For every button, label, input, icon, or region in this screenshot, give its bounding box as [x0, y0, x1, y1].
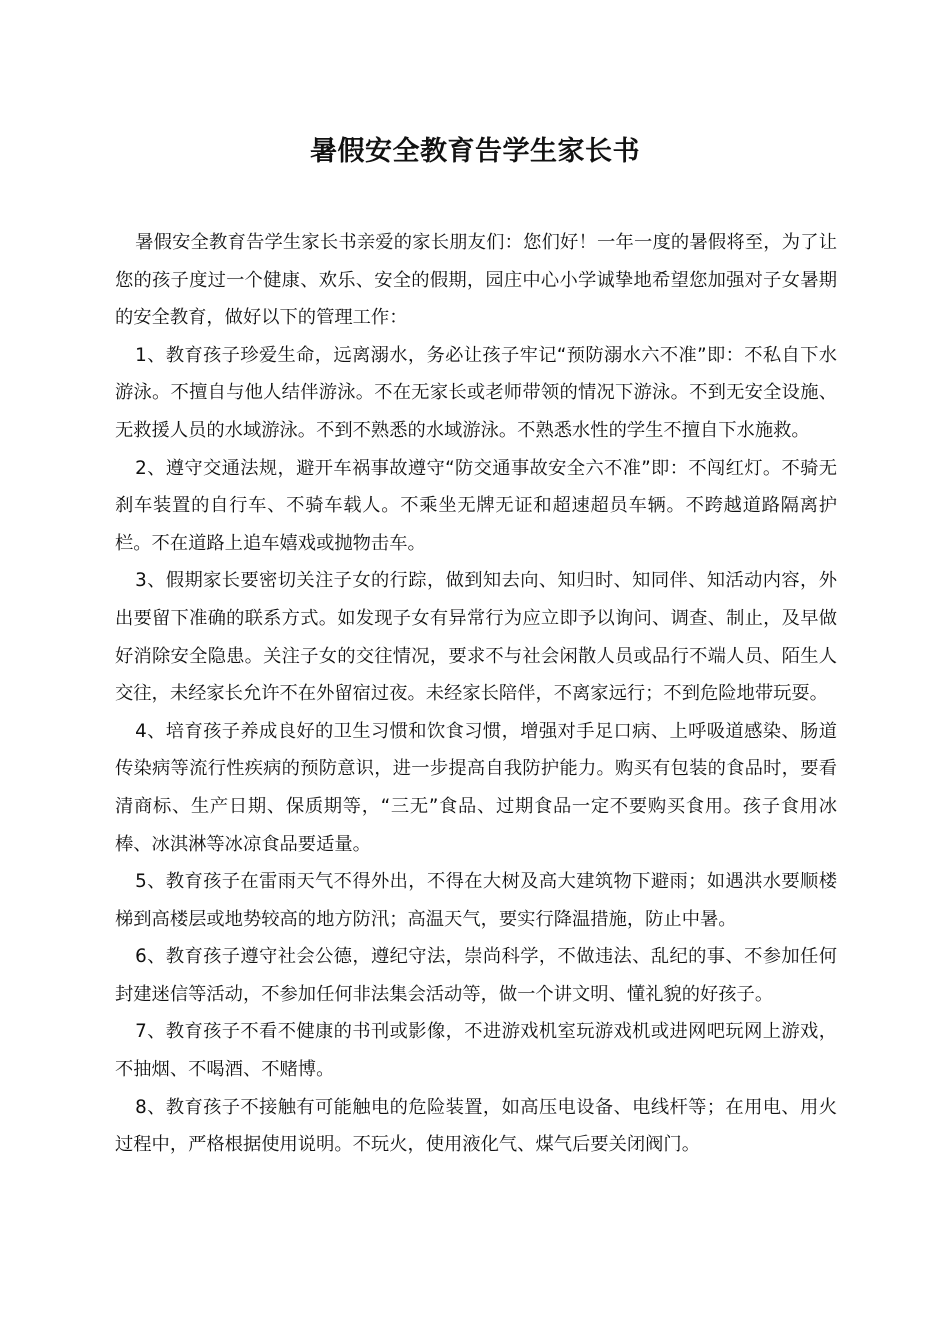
- paragraph-item-5: 5、教育孩子在雷雨天气不得外出，不得在大树及高大建筑物下避雨；如遇洪水要顺楼梯到高楼层或地势较高的地方防汛；高温天气，要实行降温措施，防止中暑。: [115, 871, 837, 930]
- document-body: [115, 224, 837, 1164]
- page-title: 暑假安全教育告学生家长书: [310, 136, 640, 167]
- paragraph-item-3: 3、假期家长要密切关注子女的行踪，做到知去向、知归时、知同伴、知活动内容，外出要留下准确的联系方式。如发现子女有异常行为应立即予以询问、调查、制止，及早做好消除安全隐患。关注子女的交往情况，要求不与社会闲散人员或品行不端人员、陌生人交往，未经家长允许不在外留宿过夜。未经家长陪伴，不离家远行；不到危险地带玩耍。: [115, 570, 837, 705]
- paragraph-item-7: 7、教育孩子不看不健康的书刊或影像，不进游戏机室玩游戏机或进网吧玩网上游戏，不抽烟、不喝酒、不赌博。: [115, 1021, 837, 1081]
- paragraph-item-8: 8、教育孩子不接触有可能触电的危险装置，如高压电设备、电线杆等；在用电、用火过程中，严格根据使用说明。不玩火，使用液化气、煤气后要关闭阀门。: [115, 1096, 837, 1156]
- paragraph-item-4: 4、培育孩子养成良好的卫生习惯和饮食习惯，增强对手足口病、上呼吸道感染、肠道传染病等流行性疾病的预防意识，进一步提高自我防护能力。购买有包装的食品时，要看清商标、生产日期、保质期等，“三无”食品、过期食品一定不要购买食用。孩子食用冰棒、冰淇淋等冰凉食品要适量。: [115, 720, 837, 855]
- paragraph-item-6: 6、教育孩子遵守社会公德，遵纪守法，崇尚科学，不做违法、乱纪的事、不参加任何封建迷信等活动，不参加任何非法集会活动等，做一个讲文明、懂礼貌的好孩子。: [115, 946, 837, 1005]
- paragraph-item-2: 2、遵守交通法规，避开车祸事故遵守“防交通事故安全六不准”即：不闯红灯。不骑无刹车装置的自行车、不骑车载人。不乘坐无牌无证和超速超员车辆。不跨越道路隔离护栏。不在道路上追车嬉戏或抛物击车。: [115, 457, 837, 554]
- paragraph-item-1: 1、教育孩子珍爱生命，远离溺水，务必让孩子牢记“预防溺水六不准”即：不私自下水游泳。不擅自与他人结伴游泳。不在无家长或老师带领的情况下游泳。不到无安全设施、无救援人员的水域游泳。不到不熟悉的水域游泳。不熟悉水性的学生不擅自下水施救。: [115, 344, 837, 441]
- paragraph-intro: 暑假安全教育告学生家长书亲爱的家长朋友们：您们好！一年一度的暑假将至，为了让您的孩子度过一个健康、欢乐、安全的假期，园庄中心小学诚挚地希望您加强对子女暑期的安全教育，做好以下的管理工作：: [115, 232, 837, 329]
